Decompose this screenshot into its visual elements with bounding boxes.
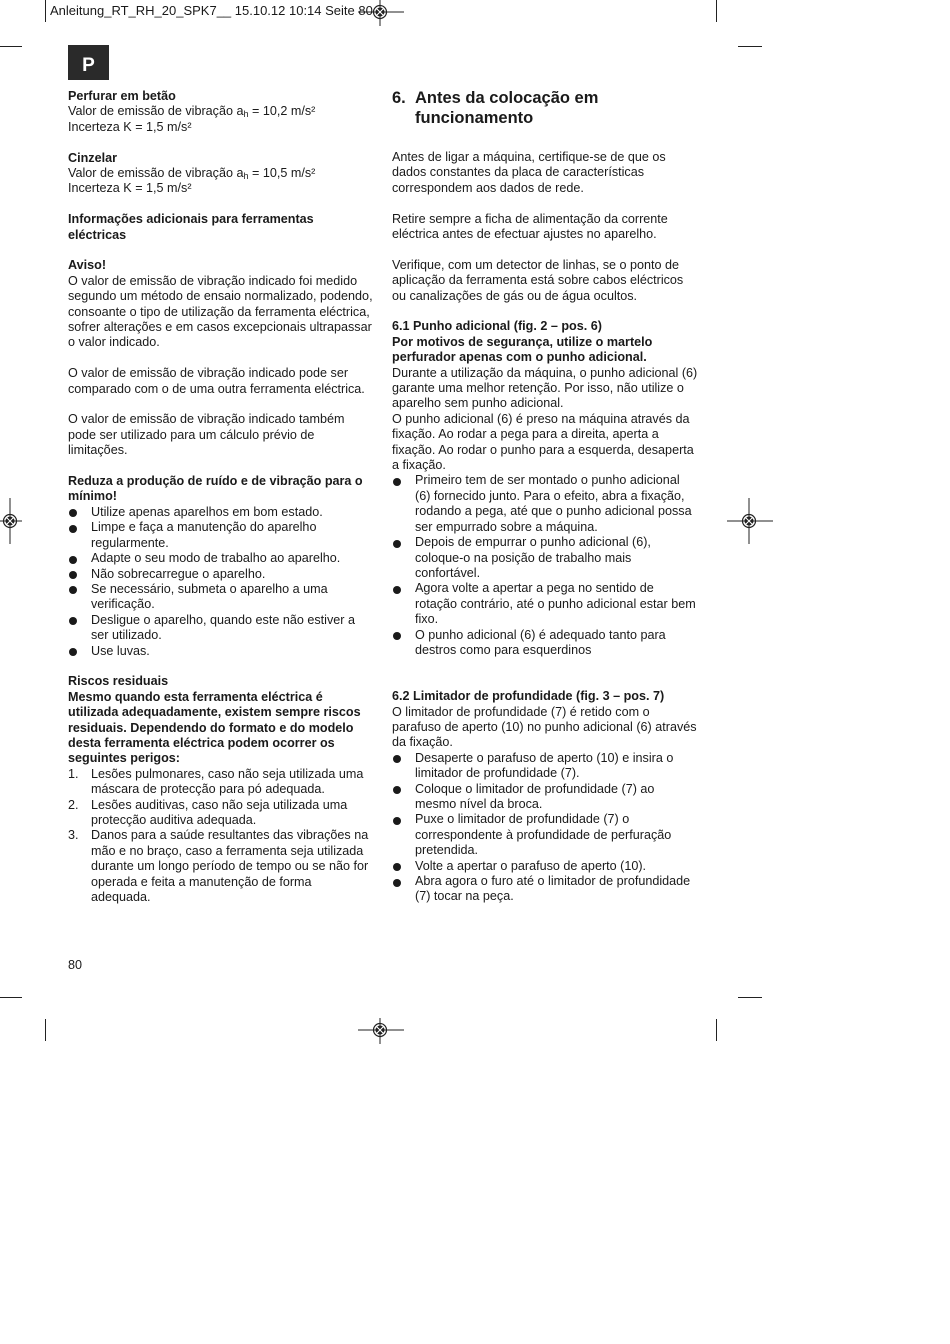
crop-mark — [716, 0, 717, 22]
list-item: Limpe e faça a manutenção do aparelho regularmente. — [68, 520, 373, 551]
list-item: Puxe o limitador de profundidade (7) o correspondente à profundidade de perfuração pretendida. — [392, 812, 698, 858]
section-title: Aviso! — [68, 258, 107, 273]
left-column — [68, 89, 373, 905]
list-item: Utilize apenas aparelhos em bom estado. — [68, 505, 373, 520]
list-item: Coloque o limitador de profundidade (7) ao mesmo nível da broca. — [392, 782, 698, 813]
paragraph: Antes de ligar a máquina, certifique-se de que os dados constantes da placa de características correspondem aos dados de rede. — [392, 150, 666, 195]
list-item: Abra agora o furo até o limitador de profundidade (7) tocar na peça. — [392, 874, 698, 905]
registration-mark-icon — [727, 498, 773, 544]
bullet-list — [68, 505, 373, 659]
paragraph: O valor de emissão de vibração indicado também pode ser utilizado para um cálculo prévio de limitações. — [68, 412, 345, 458]
right-column — [392, 89, 698, 905]
crop-mark — [0, 46, 22, 47]
uncertainty-value: Incerteza K = 1,5 m/s² — [68, 181, 192, 196]
paragraph: Retire sempre a ficha de alimentação da corrente eléctrica antes de efectuar ajustes no aparelho. — [392, 211, 668, 242]
list-item: 2. Lesões auditivas, caso não seja utilizada uma protecção auditiva adequada. — [68, 797, 348, 827]
section-title: Riscos residuais — [68, 674, 169, 689]
registration-mark-icon — [0, 498, 22, 544]
list-item: Se necessário, submeta o aparelho a uma verificação. — [68, 582, 373, 613]
list-item: 3. Danos para a saúde resultantes das vibrações na mão e no braço, caso a ferramenta seja utilizada durante um longo período de tempo ou se não for operada e feita a manutenção de forma adequada. — [68, 828, 369, 905]
vibration-value: Valor de emissão de vibração $a_h = 10,2$ m/s² — [68, 104, 316, 120]
paragraph: Mesmo quando esta ferramenta eléctrica é utilizada adequadamente, existem sempre riscos residuais. Dependendo do formato e do modelo desta ferramenta eléctrica podem ocorrer os seguintes perigos: — [68, 689, 361, 766]
file-info-header: Anleitung_RT_RH_20_SPK7__ 15.10.12 10:14 Seite 80 — [50, 3, 373, 18]
list-item: Adapte o seu modo de trabalho ao aparelho. — [68, 551, 373, 566]
list-item: Primeiro tem de ser montado o punho adicional (6) fornecido junto. Para o efeito, abra a fixação, rodando a pega, até que o punho adicional possa ser empurrado sobre a máquina. — [392, 473, 698, 535]
section-title: Perfurar em betão — [68, 89, 176, 103]
paragraph: Durante a utilização da máquina, o punho adicional (6) garante uma melhor retenção. Por isso, não utilize o aparelho sem punho adicional. — [392, 365, 698, 411]
safety-warning: Por motivos de segurança, utilize o martelo perfurador apenas com o punho adicional. — [392, 334, 653, 365]
list-item: Agora volte a apertar a pega no sentido de rotação contrário, até o punho adicional estar bem fixo. — [392, 581, 698, 627]
section-title: Cinzelar — [68, 150, 117, 165]
list-item: Use luvas. — [68, 644, 373, 659]
paragraph: O valor de emissão de vibração indicado pode ser comparado com o de uma outra ferramenta eléctrica. — [68, 366, 365, 396]
registration-mark-icon — [358, 1018, 404, 1044]
language-badge: P — [68, 45, 109, 80]
list-item: Volte a apertar o parafuso de aperto (10). — [392, 859, 698, 874]
crop-mark — [738, 46, 762, 47]
crop-mark — [716, 1019, 717, 1041]
paragraph: O punho adicional (6) é preso na máquina através da fixação. Ao rodar a pega para a direita, aperta a fixação. Ao rodar o punho para a esquerda, desaperta a fixação. — [392, 411, 694, 473]
list-item: O punho adicional (6) é adequado tanto para destros como para esquerdinos — [392, 628, 698, 659]
section-title: 6.2 Limitador de profundidade (fig. 3 – pos. 7) — [392, 689, 665, 704]
section-title: Reduza a produção de ruído e de vibração para o mínimo! — [68, 474, 363, 504]
list-item: 1. Lesões pulmonares, caso não seja utilizada uma máscara de protecção para pó adequada. — [68, 766, 364, 797]
bullet-list — [392, 751, 698, 905]
crop-mark — [45, 0, 46, 22]
uncertainty-value: Incerteza K = 1,5 m/s² — [68, 119, 192, 134]
paragraph: O valor de emissão de vibração indicado foi medido segundo um método de ensaio normalizado, podendo, consoante o tipo de utilização da ferramenta eléctrica, sofrer alterações e em casos excepcionais ultrapassar o valor indicado. — [68, 273, 373, 350]
crop-mark — [738, 997, 762, 998]
list-item: Depois de empurrar o punho adicional (6), coloque-o na posição de trabalho mais confortável. — [392, 535, 698, 581]
paragraph: Verifique, com um detector de linhas, se o ponto de aplicação da ferramenta está sobre cabos eléctricos ou canalizações de gás ou de água ocultos. — [392, 257, 684, 303]
page-number: 80 — [68, 958, 83, 972]
bullet-list — [392, 473, 698, 658]
numbered-list — [68, 767, 373, 906]
list-item: Desaperte o parafuso de aperto (10) e insira o limitador de profundidade (7). — [392, 751, 698, 782]
section-title: 6.1 Punho adicional (fig. 2 – pos. 6) — [392, 319, 602, 334]
crop-mark — [0, 997, 22, 998]
list-item: Não sobrecarregue o aparelho. — [68, 567, 373, 582]
list-item: Desligue o aparelho, quando este não estiver a ser utilizado. — [68, 613, 373, 644]
section-title: Informações adicionais para ferramentas eléctricas — [68, 212, 314, 242]
paragraph: O limitador de profundidade (7) é retido com o parafuso de aperto (10) no punho adicional (6) através da fixação. — [392, 704, 697, 750]
crop-mark — [45, 1019, 46, 1041]
vibration-value: Valor de emissão de vibração $a_h = 10,5$ m/s² — [68, 166, 316, 182]
section-heading: 6. Antes da colocação em funcionamento — [392, 89, 599, 127]
